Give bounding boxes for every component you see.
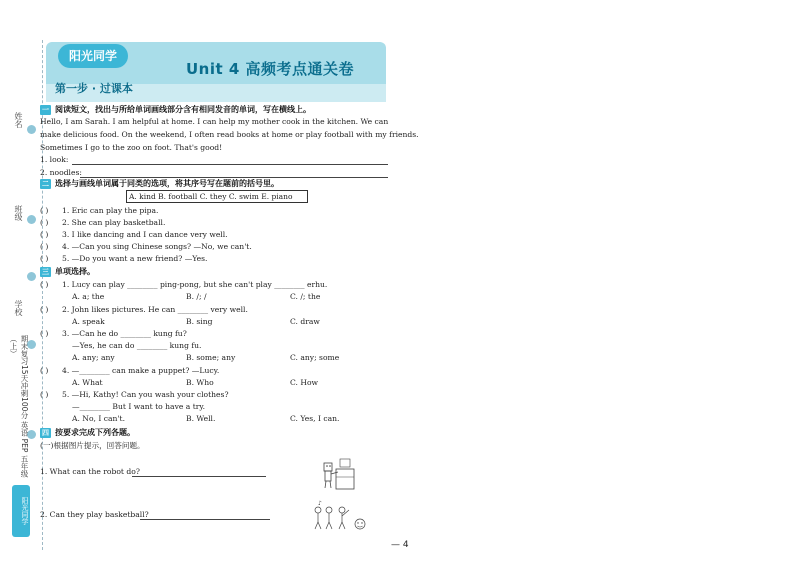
mc-option-a: A. a; the (72, 292, 105, 301)
answer-paren[interactable]: ( ) (40, 206, 49, 215)
s2-question: 1. Eric can play the pipa. (62, 206, 159, 215)
section-title: 选择与画线单词属于同类的选项，将其序号写在题前的括号里。 (55, 179, 279, 188)
school-label: 学校 (14, 300, 23, 316)
binding-hole-2 (27, 215, 36, 224)
mc-question: 2. John likes pictures. He can ________ very well. (62, 305, 248, 314)
mc-question: 1. Lucy can play ________ ping-pong, but she can't play ________ erhu. (62, 280, 328, 289)
mc-option-b: B. sing (186, 317, 213, 326)
s2-question: 2. She can play basketball. (62, 218, 166, 227)
word-options-box: A. kind B. football C. they C. swim E. piano (126, 190, 308, 203)
page-title: Unit 4 高频考点通关卷 (186, 60, 355, 78)
s2-question: 5. —Do you want a new friend? —Yes. (62, 254, 208, 263)
binding-hole-3 (27, 272, 36, 281)
passage-line: make delicious food. On the weekend, I often read books at home or play football with my friends. (40, 130, 419, 139)
section-2-heading (40, 178, 279, 189)
answer-paren[interactable]: ( ) (40, 305, 49, 314)
answer-paren[interactable]: ( ) (40, 366, 49, 375)
kids-basketball-image (312, 500, 368, 532)
mc-option-c: C. draw (290, 317, 320, 326)
mc-question-line2: —________ But I want to have a try. (72, 402, 206, 411)
answer-paren[interactable]: ( ) (40, 242, 49, 251)
binding-hole-1 (27, 125, 36, 134)
answer-paren[interactable]: ( ) (40, 230, 49, 239)
class-label: 班级 (14, 205, 23, 221)
answer-paren[interactable]: ( ) (40, 218, 49, 227)
mc-option-a: A. any; any (72, 353, 115, 362)
s4-question: 2. Can they play basketball? (40, 510, 149, 519)
passage-line: Hello, I am Sarah. I am helpful at home. I can help my mother cook in the kitchen. We can (40, 117, 389, 126)
mc-option-b: B. some; any (186, 353, 236, 362)
name-label: 姓名 (14, 112, 23, 128)
mc-option-c: C. /; the (290, 292, 321, 301)
mc-option-c: C. How (290, 378, 319, 387)
section-title: 按要求完成下列各题。 (55, 428, 135, 437)
mc-question: 4. —________ can make a puppet? —Lucy. (62, 366, 220, 375)
mc-question: 5. —Hi, Kathy! Can you wash your clothes? (62, 390, 229, 399)
brand-logo-side: 阳光同学 (12, 485, 30, 537)
passage-line: Sometimes I go to the zoo on foot. That's good! (40, 143, 223, 152)
mc-question: 3. —Can he do ________ kung fu? (62, 329, 187, 338)
mc-option-c: C. Yes, I can. (290, 414, 340, 423)
mc-option-b: B. Who (186, 378, 214, 387)
mc-option-a: A. What (72, 378, 103, 387)
s2-question: 3. I like dancing and I can dance very well. (62, 230, 228, 239)
svg-text:♪: ♪ (318, 500, 322, 507)
answer-line[interactable] (72, 164, 388, 165)
section-number: 一 (42, 106, 49, 114)
answer-paren[interactable]: ( ) (40, 280, 49, 289)
section-number: 四 (42, 429, 49, 437)
section-4-heading (40, 427, 135, 438)
s4-question: 1. What can the robot do? (40, 467, 140, 476)
answer-line[interactable] (140, 519, 270, 520)
s2-question: 4. —Can you sing Chinese songs? —No, we can't. (62, 242, 252, 251)
book-info: 期末复习15天冲刺100分 英语 PEP 五年级（上） (9, 335, 29, 478)
mc-option-b: B. /; / (186, 292, 207, 301)
mc-option-c: C. any; some (290, 353, 340, 362)
section-number: 二 (42, 180, 49, 188)
page-number: — 4 (391, 540, 409, 550)
section-number: 三 (42, 268, 49, 276)
answer-paren[interactable]: ( ) (40, 254, 49, 263)
answer-paren[interactable]: ( ) (40, 329, 49, 338)
mc-question-line2: —Yes, he can do ________ kung fu. (72, 341, 202, 350)
mc-option-a: A. speak (72, 317, 105, 326)
s1-item-label: 2. noodles: (40, 168, 82, 177)
section-title: 单项选择。 (55, 267, 95, 276)
section-title: 阅读短文，找出与所给单词画线部分含有相同发音的单词，写在横线上。 (55, 105, 311, 114)
s1-item-label: 1. look: (40, 155, 69, 164)
answer-paren[interactable]: ( ) (40, 390, 49, 399)
section-1-heading (40, 104, 311, 115)
step-label: 第一步 · 过课本 (55, 82, 133, 95)
answer-line[interactable] (132, 476, 266, 477)
subsection-instruction: (一)根据图片提示，回答问题。 (40, 441, 145, 450)
mc-option-a: A. No, I can't. (72, 414, 125, 423)
section-3-heading (40, 266, 95, 277)
brand-logo: 阳光同学 (58, 44, 128, 68)
robot-cooking-image (320, 455, 360, 491)
mc-option-b: B. Well. (186, 414, 216, 423)
